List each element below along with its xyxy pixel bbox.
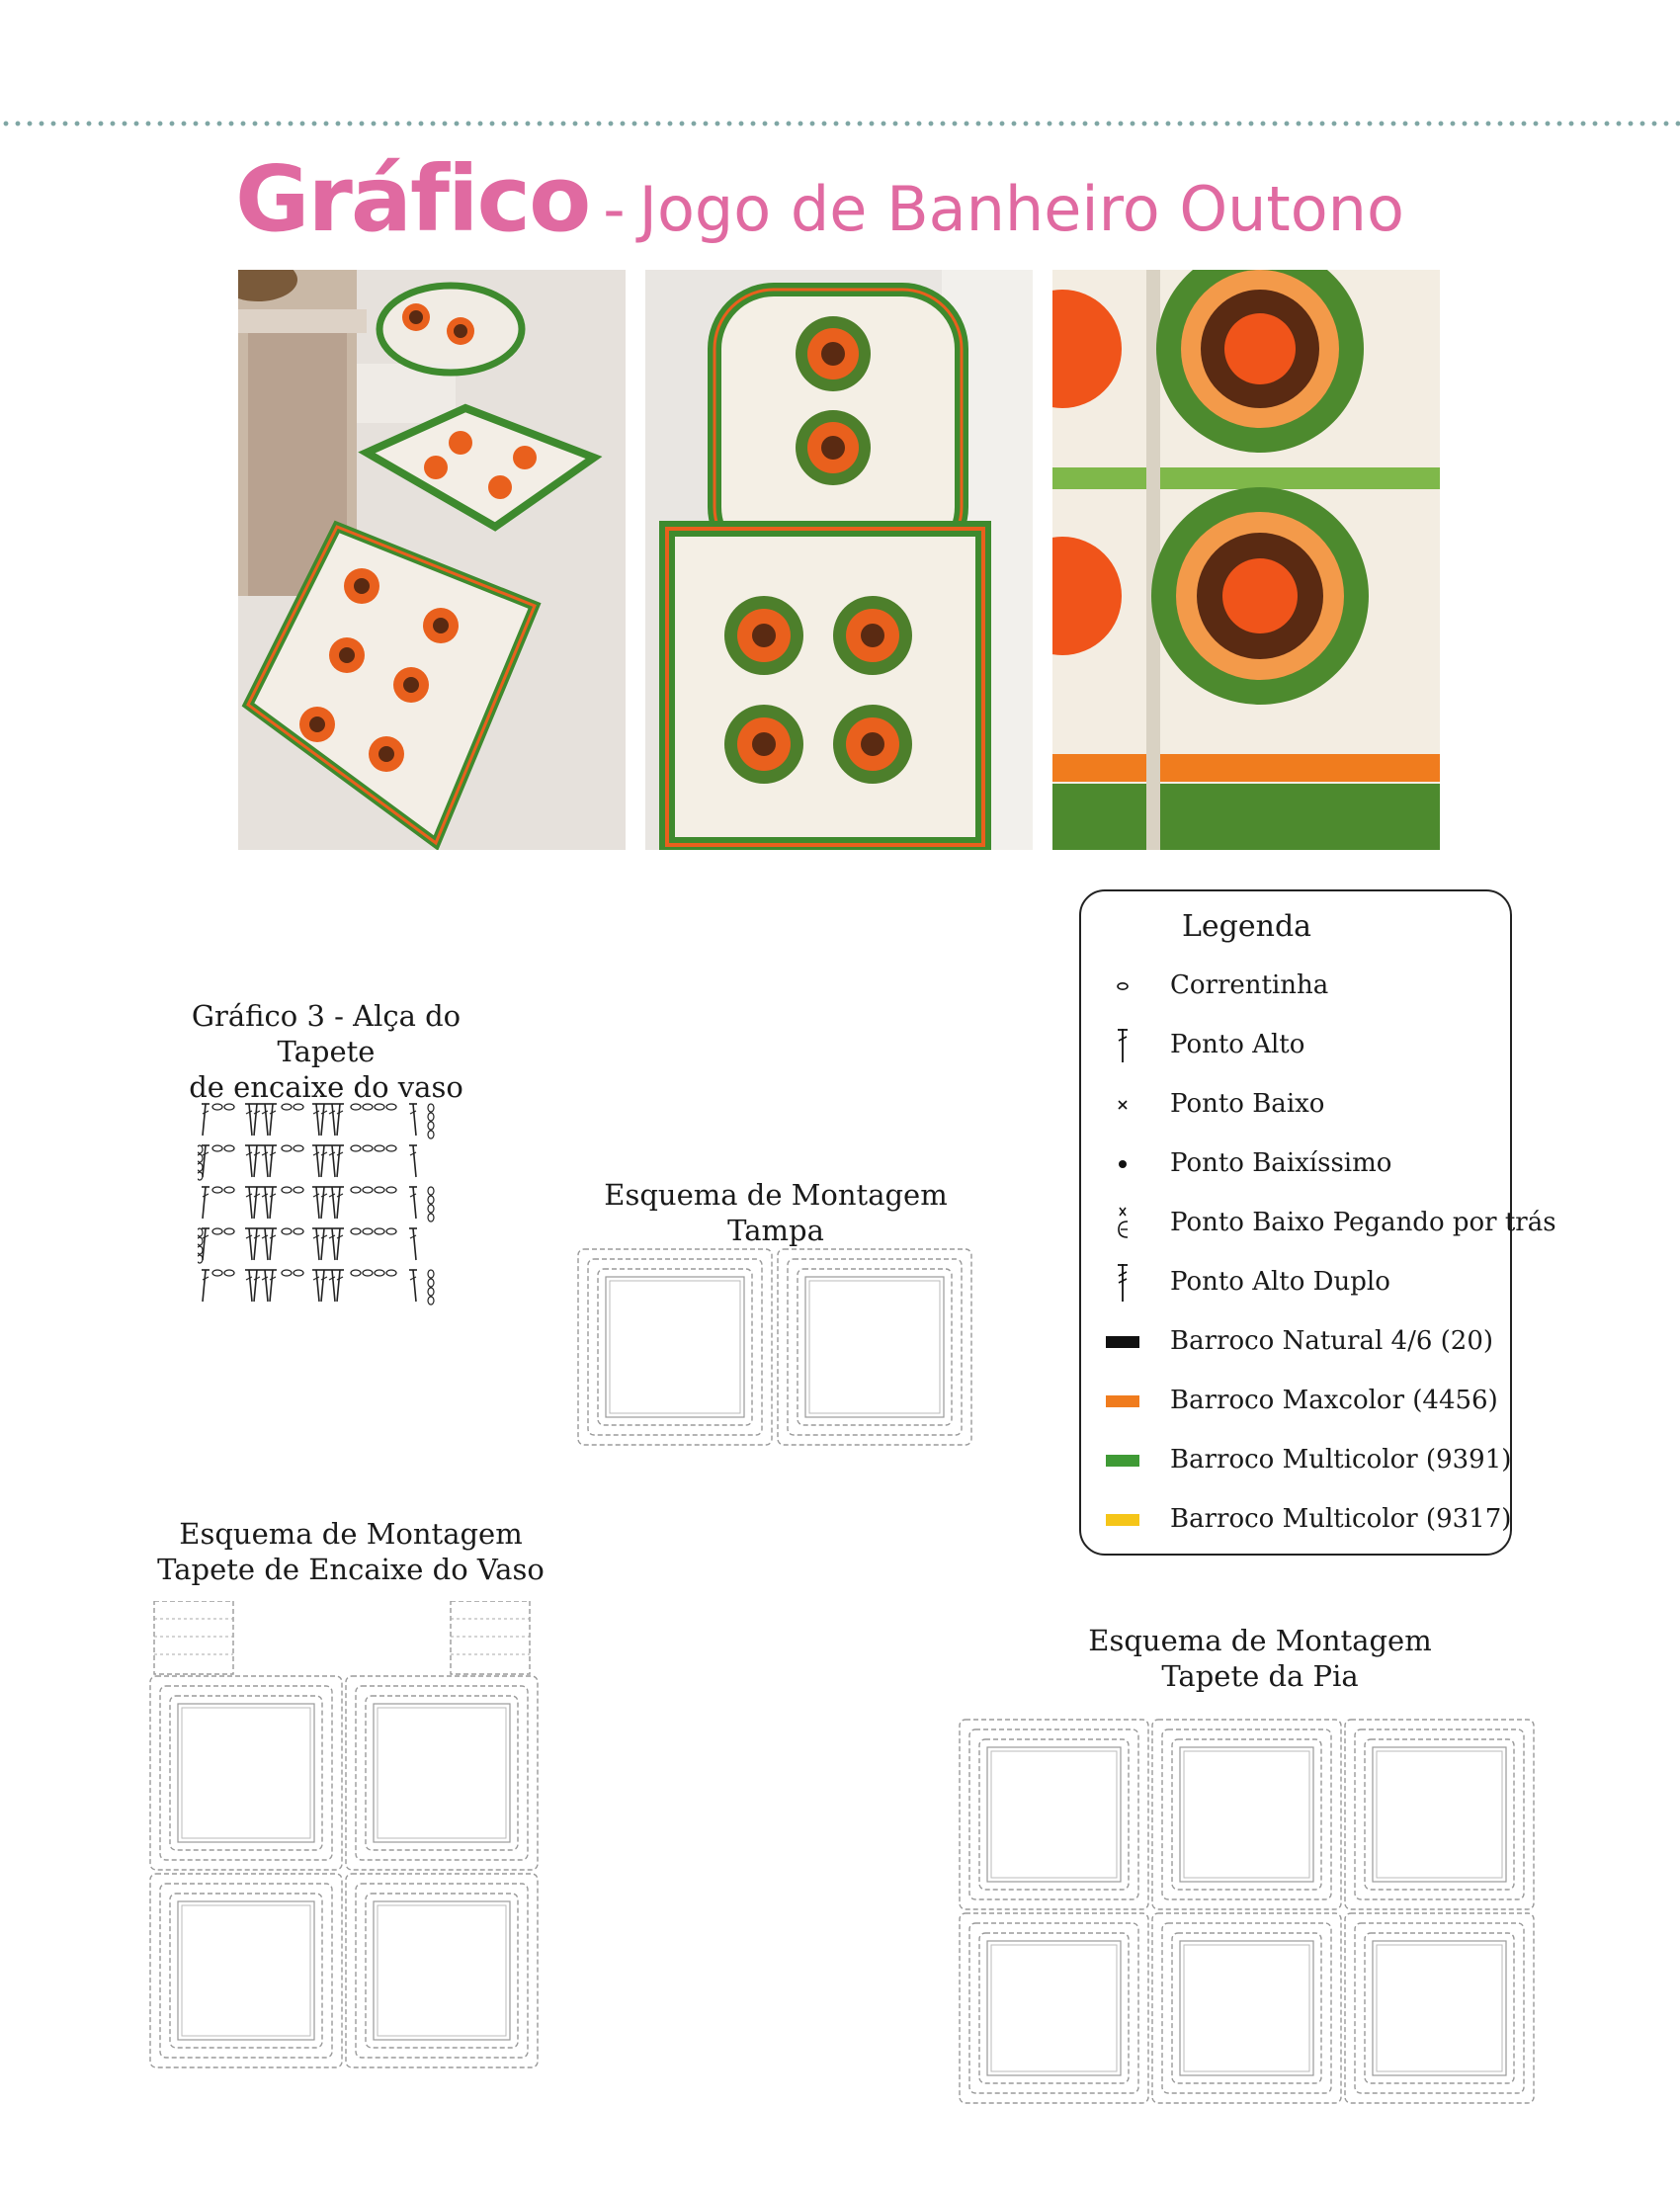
legend-label: Barroco Multicolor (9317)	[1170, 1504, 1512, 1534]
legend-label: Barroco Multicolor (9391)	[1170, 1445, 1512, 1475]
legend-label: Barroco Maxcolor (4456)	[1170, 1386, 1498, 1415]
stitch-row	[202, 1104, 434, 1138]
tampa-caption-line1: Esquema de Montagem Tampa	[604, 1178, 948, 1247]
chain-stitch-icon	[1103, 967, 1142, 1006]
title-main: Gráfico	[235, 146, 590, 252]
legend-label: Barroco Natural 4/6 (20)	[1170, 1326, 1494, 1356]
granny-square	[778, 1249, 971, 1445]
granny-square	[1345, 1720, 1534, 1909]
legend-item-ponto-alto	[1081, 1020, 1506, 1069]
legend-item-barroco-maxcolor	[1081, 1376, 1506, 1425]
double-crochet-icon	[1103, 1026, 1142, 1065]
grafico3-caption-line1: Gráfico 3 - Alça do Tapete	[191, 999, 462, 1068]
legend-item-barroco-natural	[1081, 1316, 1506, 1366]
photo-flower-detail	[1052, 270, 1440, 850]
legend-label: Ponto Alto Duplo	[1170, 1267, 1390, 1297]
granny-square	[150, 1676, 342, 1870]
color-swatch-icon	[1103, 1322, 1142, 1362]
granny-square	[960, 1720, 1148, 1909]
pia-caption	[1067, 1623, 1453, 1694]
pia-assembly-diagram	[958, 1718, 1537, 2107]
legend-item-barroco-multicolor-9317	[1081, 1494, 1512, 1544]
granny-square	[1345, 1913, 1534, 2103]
stitch-row	[202, 1270, 434, 1305]
vaso-caption-line1: Esquema de Montagem	[179, 1517, 523, 1551]
slip-stitch-icon	[1103, 1144, 1142, 1184]
title-subtitle: Jogo de Banheiro Outono	[638, 173, 1404, 245]
back-loop-single-crochet-icon	[1103, 1204, 1142, 1243]
granny-square	[346, 1874, 538, 2067]
color-swatch-icon	[1103, 1382, 1142, 1421]
vaso-assembly-diagram	[148, 1601, 542, 2071]
legend-item-ponto-baixissimo	[1081, 1138, 1506, 1188]
dotted-divider	[0, 120, 1680, 127]
grafico3-caption	[148, 998, 504, 1105]
granny-square	[346, 1676, 538, 1870]
legend-item-ponto-alto-duplo	[1081, 1257, 1506, 1306]
legend-item-correntinha	[1081, 961, 1506, 1010]
legend-label: Ponto Baixo	[1170, 1089, 1325, 1119]
legend-label: Ponto Alto	[1170, 1030, 1305, 1059]
grafico3-caption-line2: de encaixe do vaso	[189, 1070, 463, 1104]
pia-caption-line1: Esquema de Montagem	[1088, 1624, 1432, 1657]
legend-box	[1079, 889, 1556, 1556]
color-swatch-icon	[1103, 1500, 1142, 1540]
vaso-caption-line2: Tapete de Encaixe do Vaso	[157, 1553, 545, 1586]
legend-item-ponto-baixo	[1081, 1079, 1506, 1129]
handle-tab	[154, 1601, 233, 1674]
legend-item-ponto-baixo-tras	[1081, 1198, 1556, 1247]
legend-title: Legenda	[1182, 909, 1312, 944]
handle-tab	[451, 1601, 530, 1674]
stitch-row	[198, 1145, 417, 1180]
granny-square	[1152, 1913, 1341, 2103]
treble-crochet-icon	[1103, 1263, 1142, 1303]
granny-square	[1152, 1720, 1341, 1909]
pia-caption-line2: Tapete da Pia	[1161, 1659, 1359, 1693]
vaso-caption	[148, 1516, 553, 1587]
tampa-assembly-diagram	[576, 1247, 975, 1449]
grafico3-stitch-chart	[198, 1100, 445, 1312]
photo-lid-and-mat	[645, 270, 1033, 850]
legend-label: Ponto Baixíssimo	[1170, 1148, 1392, 1178]
tampa-caption	[553, 1177, 998, 1248]
single-crochet-icon	[1103, 1085, 1142, 1125]
granny-square	[960, 1913, 1148, 2103]
page-title	[235, 146, 1404, 252]
stitch-row	[198, 1228, 417, 1263]
photo-full-set	[238, 270, 626, 850]
color-swatch-icon	[1103, 1441, 1142, 1480]
legend-label: Ponto Baixo Pegando por trás	[1170, 1208, 1556, 1237]
stitch-row	[202, 1187, 434, 1222]
legend-label: Correntinha	[1170, 970, 1329, 1000]
granny-square	[150, 1874, 342, 2067]
legend-item-barroco-multicolor-9391	[1081, 1435, 1512, 1484]
title-separator: -	[603, 173, 626, 245]
granny-square	[578, 1249, 772, 1445]
